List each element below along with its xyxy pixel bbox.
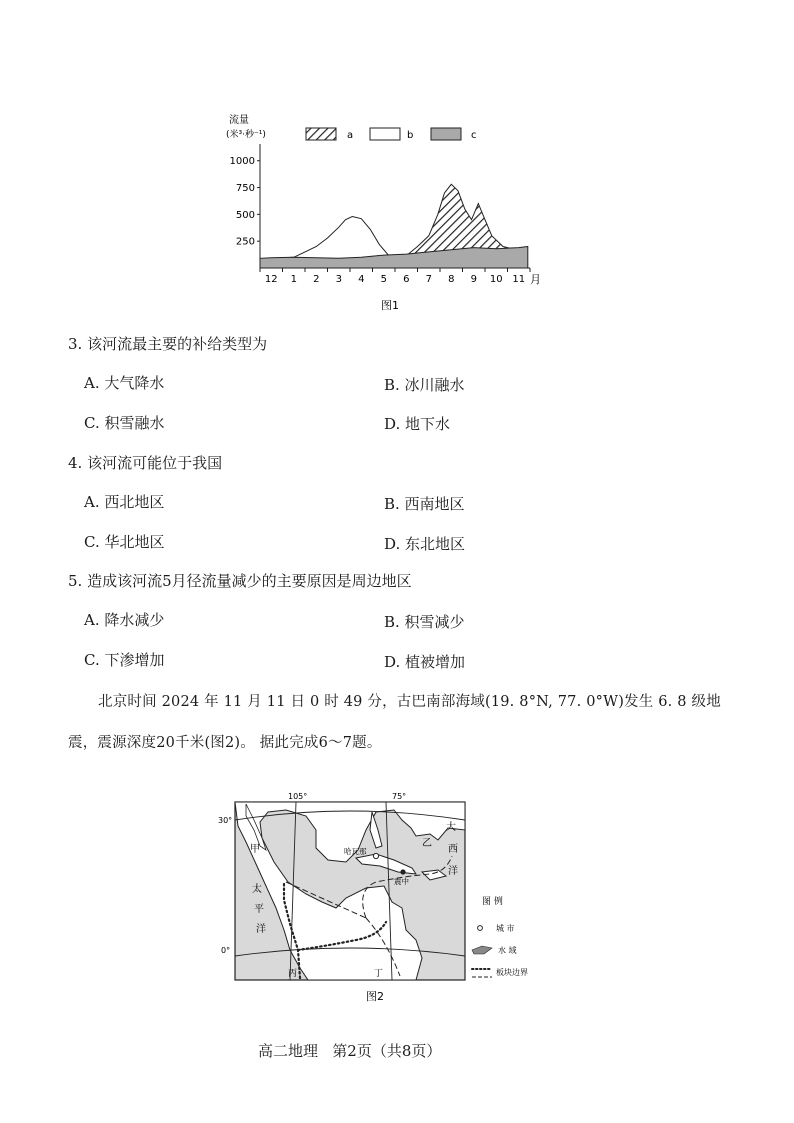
caribbean-map (216, 790, 556, 1010)
series-c-area (260, 247, 528, 269)
streamflow-chart (218, 110, 558, 310)
month-unit: 月 (530, 273, 541, 286)
label-tai: 太 (252, 884, 262, 895)
label-yang1: 洋 (256, 924, 266, 935)
y-tick-label-250: 250 (235, 236, 255, 248)
epicenter-marker (400, 869, 405, 874)
q3-option-a[interactable]: A. 大气降水 (84, 374, 165, 392)
lat-label-30: 30° (218, 816, 233, 825)
lat-label-0: 0° (221, 946, 231, 955)
legend-city-icon (478, 926, 483, 931)
chart-legend (306, 128, 477, 141)
y-axis-unit: (米³·秒⁻¹) (226, 130, 266, 140)
map-legend (472, 895, 528, 977)
y-tick-label-1000: 1000 (229, 156, 255, 168)
legend-label-b: b (407, 130, 414, 141)
label-ding: 丁 (374, 969, 384, 979)
q3-option-b[interactable]: B. 冰川融水 (384, 376, 465, 394)
y-tick-label-750: 750 (235, 183, 255, 195)
passage-line-2: 震，震源深度20千米(图2)。 据此完成6～7题。 (68, 735, 382, 751)
x-tick-label-8: 8 (448, 274, 455, 285)
q3-option-c[interactable]: C. 积雪融水 (84, 414, 165, 432)
label-da: 大 (446, 822, 456, 833)
label-bing: 丙 (288, 969, 298, 979)
label-yang2: 洋 (448, 866, 458, 877)
question-5-stem: 5. 造成该河流5月径流量减少的主要原因是周边地区 (68, 572, 412, 590)
x-tick-label-1: 1 (290, 274, 297, 285)
lon-label-105: 105° (288, 792, 308, 801)
legend-label-a: a (347, 130, 354, 141)
q5-option-d[interactable]: D. 植被增加 (384, 653, 466, 671)
passage-line-1: 北京时间 2024 年 11 月 11 日 0 时 49 分，古巴南部海域(19. 8°N, 77. 0°W)发生 6. 8 级地 (98, 694, 721, 710)
x-tick-label-7: 7 (425, 274, 432, 285)
legend-water-icon (472, 946, 492, 954)
label-xi: 西 (448, 844, 458, 855)
x-tick-label-6: 6 (403, 274, 410, 285)
legend-title: 图 例 (482, 897, 503, 907)
q5-option-c[interactable]: C. 下渗增加 (84, 651, 165, 669)
lon-label-75: 75° (392, 792, 407, 801)
question-4-stem: 4. 该河流可能位于我国 (68, 454, 223, 472)
q4-option-b[interactable]: B. 西南地区 (384, 495, 465, 513)
plot-area (260, 184, 528, 268)
label-ping: 平 (254, 904, 264, 915)
legend-boundary-label: 板块边界 (496, 968, 528, 977)
question-3-stem: 3. 该河流最主要的补给类型为 (68, 335, 268, 353)
epicenter-label: 震中 (394, 877, 409, 886)
x-tick-label-2: 2 (313, 274, 320, 285)
legend-label-c: c (471, 130, 477, 141)
page-footer: 高二地理 第2页（共8页） (258, 1042, 442, 1060)
figure2-caption: 图2 (366, 990, 384, 1003)
havana-city-marker (373, 853, 378, 858)
q5-option-b[interactable]: B. 积雪减少 (384, 613, 465, 631)
havana-label: 哈瓦那 (344, 847, 367, 856)
legend-swatch-c (431, 128, 461, 140)
legend-swatch-b (370, 128, 400, 140)
legend-swatch-a (306, 128, 336, 140)
x-tick-label-9: 9 (470, 274, 477, 285)
x-tick-label-3: 3 (335, 274, 342, 285)
x-tick-label-11: 11 (512, 274, 526, 285)
q3-option-d[interactable]: D. 地下水 (384, 415, 451, 433)
q5-option-a[interactable]: A. 降水减少 (84, 611, 165, 629)
x-tick-label-5: 5 (380, 274, 387, 285)
label-yi: 乙 (422, 838, 432, 849)
y-tick-label-500: 500 (235, 209, 255, 221)
y-axis-label: 流量 (229, 115, 249, 126)
x-tick-label-10: 10 (489, 274, 503, 285)
q4-option-a[interactable]: A. 西北地区 (84, 493, 165, 511)
q4-option-c[interactable]: C. 华北地区 (84, 533, 165, 551)
x-tick-label-4: 4 (358, 274, 365, 285)
x-tick-label-12: 12 (264, 274, 278, 285)
label-jia: 甲 (250, 844, 260, 855)
figure1-caption: 图1 (381, 299, 399, 310)
legend-water-label: 水 域 (498, 946, 517, 955)
legend-city-label: 城 市 (496, 924, 515, 933)
q4-option-d[interactable]: D. 东北地区 (384, 535, 466, 553)
